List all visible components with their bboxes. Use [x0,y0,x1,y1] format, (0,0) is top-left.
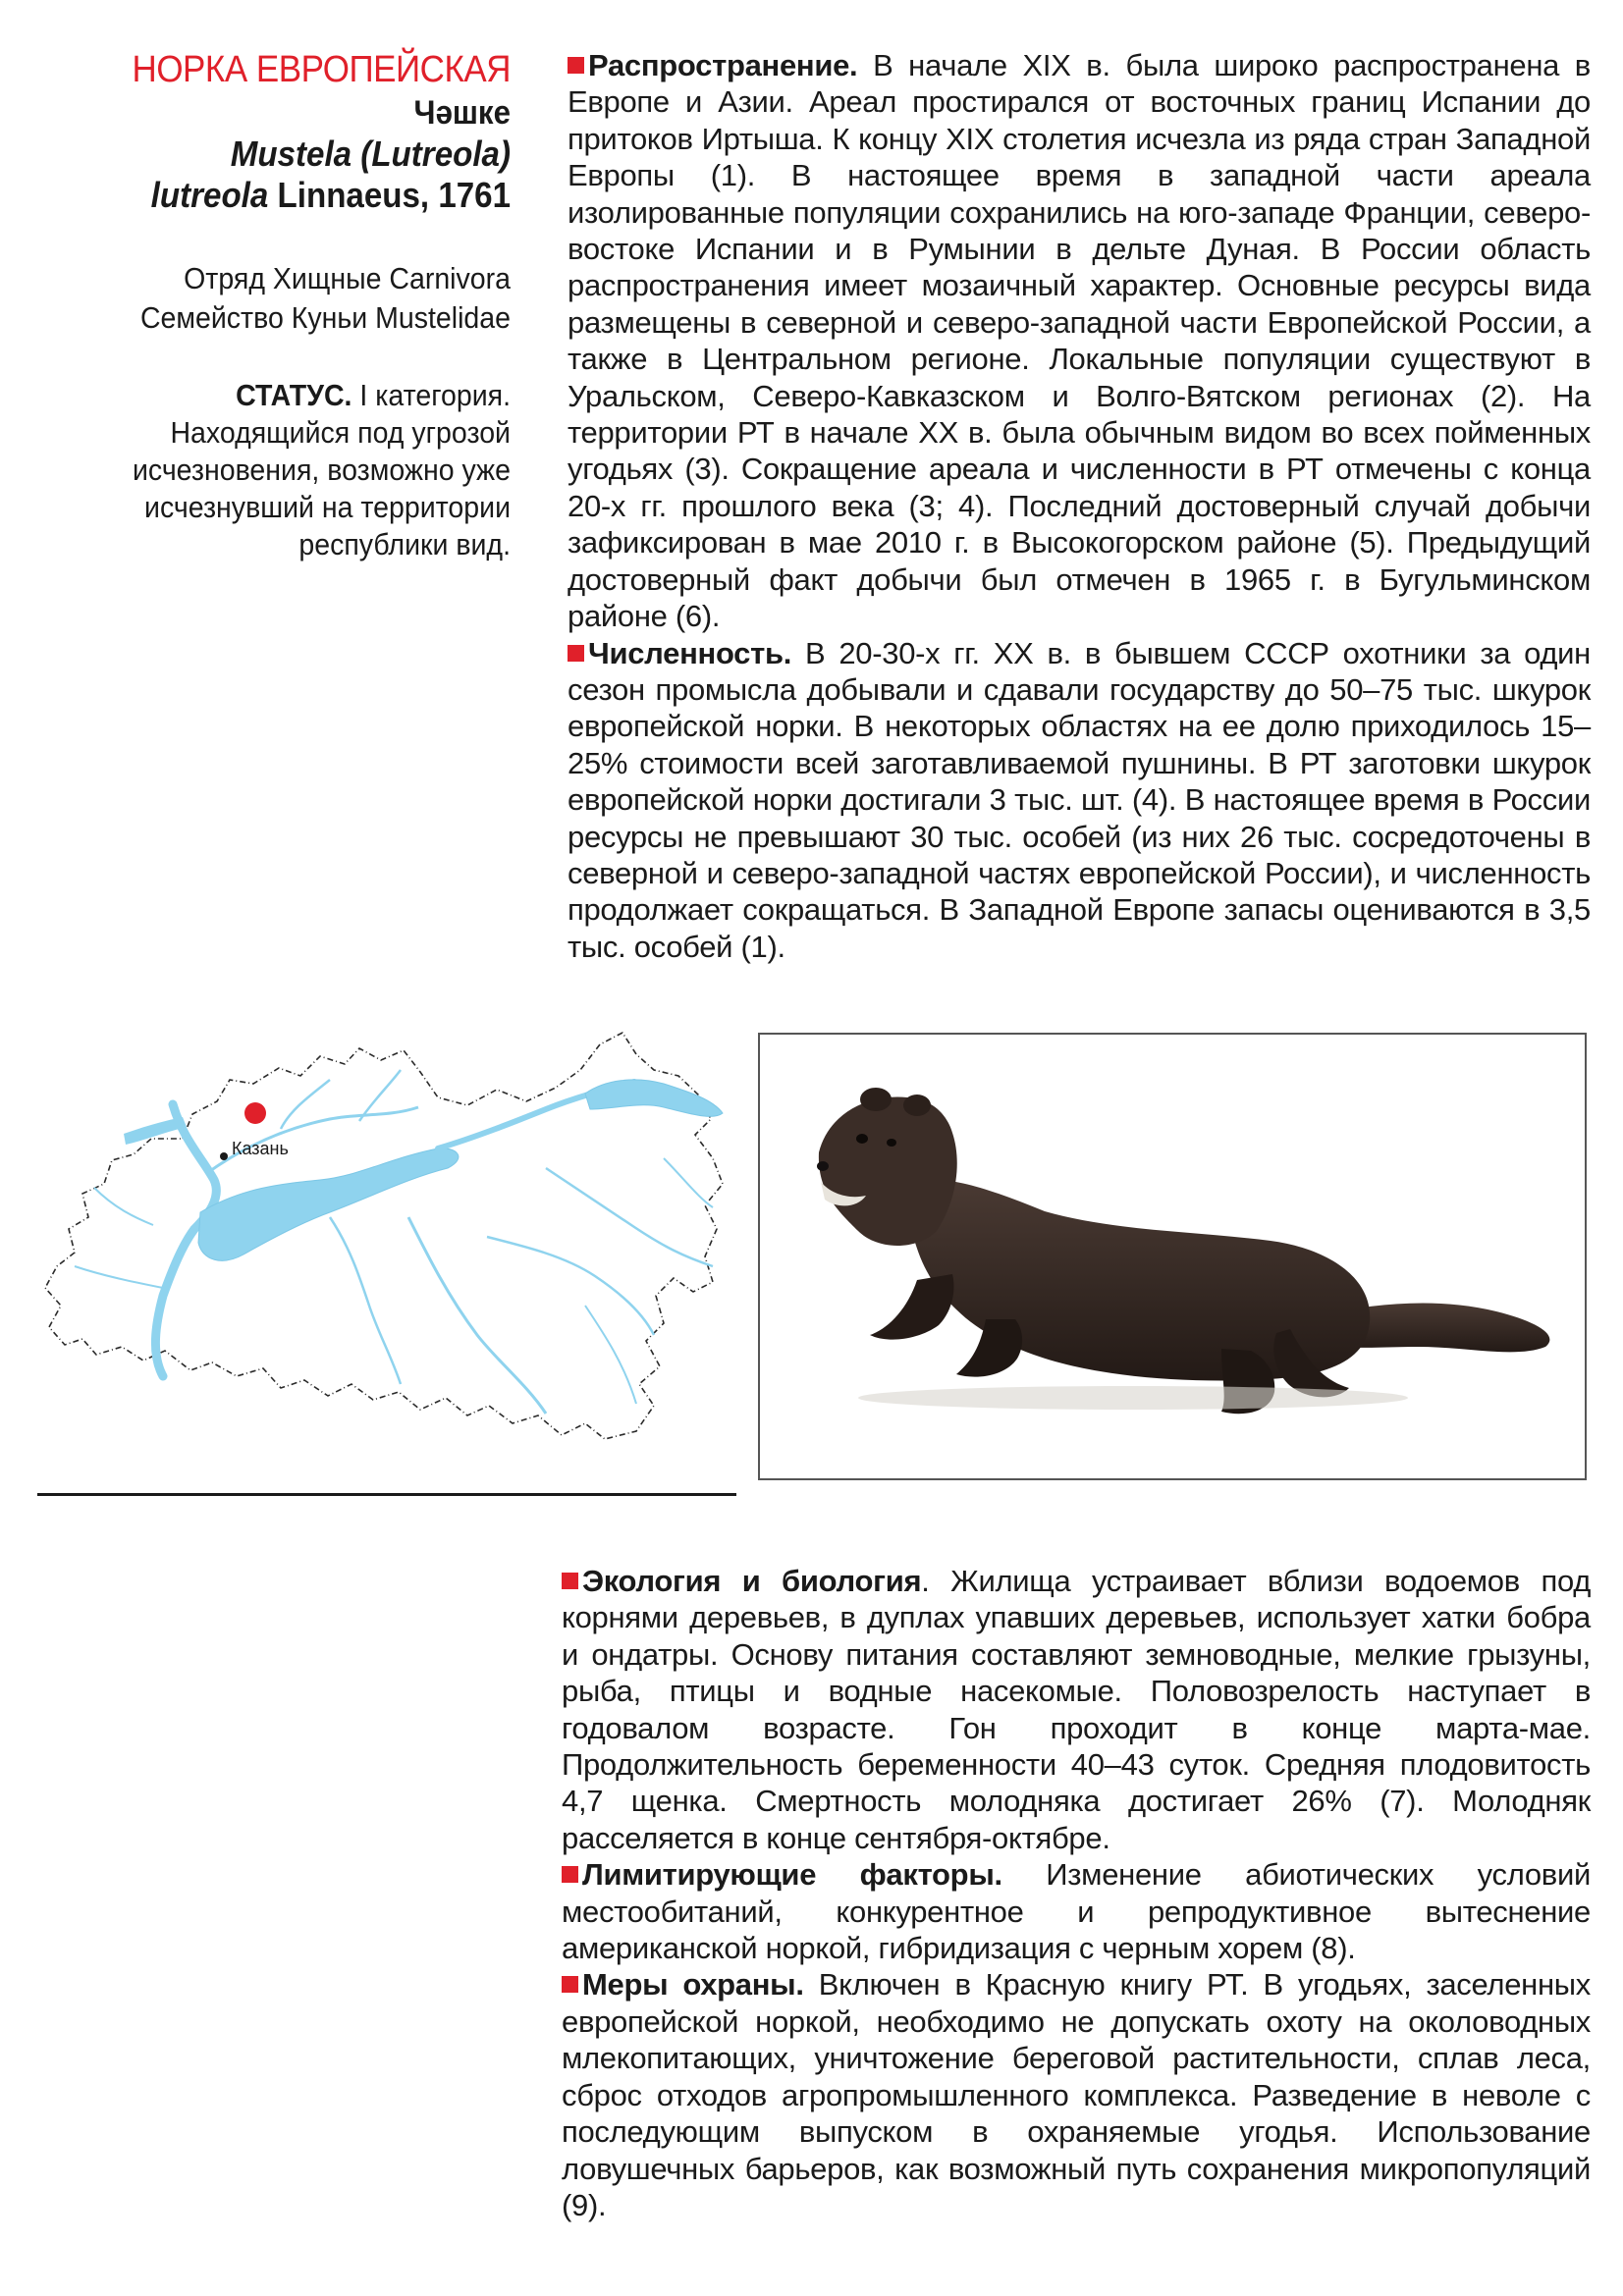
protection-paragraph [562,1966,1591,2223]
bottom-text-block [562,1563,1591,2223]
distribution-paragraph [568,47,1591,635]
tatarstan-map-svg [35,1011,742,1472]
mink-head [819,1096,957,1246]
limiting-text: Изменение абиотических условий местообитаний, конкурентное и репродуктивное вытеснение американской норкой, гибридизация с черным хорем (8). [562,1857,1591,1966]
mink-tail [1347,1304,1549,1353]
abundance-paragraph [568,635,1591,966]
limiting-heading: Лимитирующие факторы. [582,1857,1002,1893]
mink-front-leg [870,1274,953,1340]
protection-heading: Меры охраны. [582,1967,804,2002]
distribution-text: В начале XIX в. была широко распространена в Европе и Азии. Ареал простирался от восточных границ Испании до притоков Иртыша. К концу XIX столетия исчезла из ряда стран Западной Европы (1). В настоящее время в западной части ареала изолированные популяции сохранились на юго-западе Франции, северо-востоке Испании и в Румынии в дельте Дуная. В России область распространения имеет мозаичный характер. Основные ресурсы вида размещены в северной и северо-западной части Европейской России, а также в Центральном регионе. Локальные популяции существуют в Уральском, Северо-Кавказском и Волго-Вятском регионах (2). На территории РТ в начале XX в. была обычным видом во всех пойменных угодьях (3). Сокращение ареала и численности в РТ отмечены с конца 20-х гг. прошлого века (3; 4). Последний достоверный случай добычи зафиксирован в мае 2010 г. в Высокогорском районе (5). Предыдущий достоверный факт добычи был отмечен в 1965 г. в Бугульминском районе (6). [568,48,1591,634]
reservoir-cheboksary [124,1117,187,1145]
taxonomy-family: Семейство Куньи Mustelidae [139,300,511,335]
status-block [68,377,511,563]
mink-illustration [760,1035,1585,1478]
latin-name-species: lutreola [150,175,269,215]
section-marker-icon [562,1866,578,1883]
river-tributary [94,1188,153,1225]
species-illustration-frame [758,1033,1587,1480]
section-marker-icon [568,57,584,74]
river-tributary [585,1306,636,1404]
reservoir-nizhnekamsk [585,1080,723,1116]
reservoir-kuibyshev [198,1148,459,1260]
status-category: I категория. [359,378,511,412]
river-tributary [75,1266,163,1288]
mink-eye [887,1139,896,1147]
status-description: Находящийся под угрозой исчезновения, возможно уже исчезнувший на территории республики вид. [132,415,512,561]
taxonomy-order: Отряд Хищные Carnivora [184,261,511,295]
latin-name-line1: Mustela (Lutreola) [230,133,511,174]
limiting-paragraph [562,1856,1591,1966]
city-kazan-marker [220,1152,228,1160]
latin-name [68,133,511,216]
latin-name-author: Linnaeus, 1761 [277,175,511,215]
mink-ear [860,1088,892,1111]
river-tributary [330,1217,401,1384]
section-marker-icon [568,645,584,662]
mink-front-leg [956,1319,1022,1377]
abundance-text: В 20-30-х гг. XX в. в бывшем СССР охотники за один сезон промысла добывали и сдавали государству до 50–75 тыс. шкурок европейской норки. В некоторых областях на ее долю приходилось 15–25% стоимости всей заготавливаемой пушнины. В РТ заготовки шкурок европейской норки достигали 3 тыс. шт. (4). В настоящее время в России ресурсы не превышают 30 тыс. особей (из них 26 тыс. сосредоточены в северной и северо-западной частях европейской России), и численность продолжает сокращаться. В Западной Европе запасы оцениваются в 3,5 тыс. особей (1). [568,635,1591,964]
mink-ear [903,1095,931,1116]
protection-text: Включен в Красную книгу РТ. В угодьях, заселенных европейской норкой, необходимо не допускать охоту на околоводных млекопитающих, уничтожение береговой растительности, сплав леса, сброс отходов агропромышленного комплекса. Разведение в неволе с последующим выпуском в охраняемые угодья. Использование ловушечных барьеров, как возможный путь сохранения микропопуляций (9). [562,1967,1591,2222]
river-tributary [664,1158,713,1207]
section-marker-icon [562,1976,578,1993]
top-text-block [568,47,1591,965]
tatar-name: Чәшке [413,94,511,132]
river-tributary [487,1237,654,1335]
ecology-heading: Экология и биология [582,1564,922,1598]
distribution-heading: Распространение. [588,48,858,82]
record-location-marker [244,1102,266,1124]
mink-eye [856,1134,868,1144]
ecology-paragraph [562,1563,1591,1856]
abundance-heading: Численность. [588,635,792,670]
mink-nose [817,1161,829,1171]
species-header [29,47,511,563]
mink-shadow [858,1386,1408,1410]
city-kazan-label: Казань [232,1139,289,1158]
species-title: НОРКА ЕВРОПЕЙСКАЯ [132,49,511,90]
map-divider-line [37,1493,736,1496]
status-label: СТАТУС. [236,378,352,412]
section-marker-icon [562,1573,578,1589]
range-map [35,1011,742,1472]
taxonomy [68,259,511,338]
ecology-text: . Жилища устраивает вблизи водоемов под корнями деревьев, в дуплах упавших деревьев, использует хатки бобра и ондатры. Основу питания составляют земноводные, мелкие грызуны, рыба, птицы и водные насекомые. Половозрелость наступает в годовалом возрасте. Гон проходит в конце марта-мае. Продолжительность беременности 40–43 суток. Средняя плодовитость 4,7 щенка. Смертность молодняка достигает 26% (7). Молодняк расселяется в конце сентября-октябре. [562,1564,1591,1855]
